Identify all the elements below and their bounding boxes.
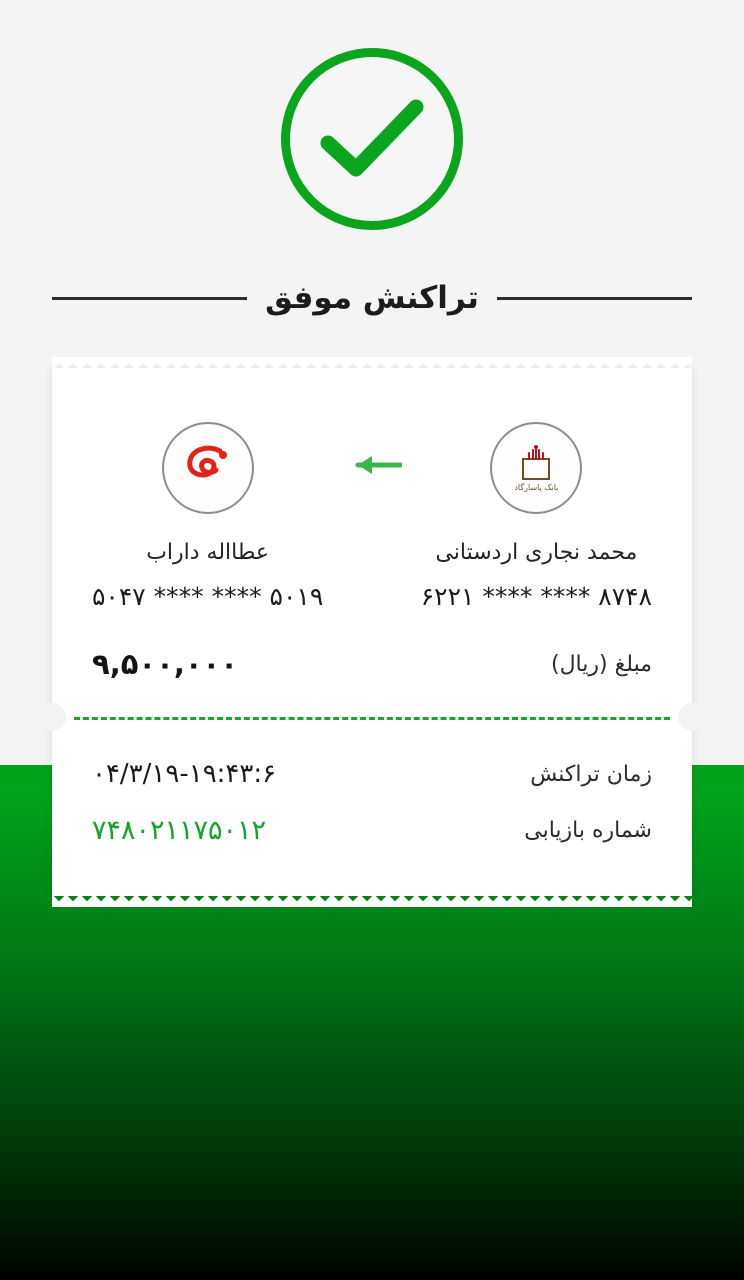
pasargad-bank-logo-icon — [500, 432, 572, 504]
party-source — [421, 422, 652, 611]
transfer-direction — [323, 422, 420, 482]
destination-name: عطااله داراب — [146, 540, 270, 565]
status-title-row — [0, 280, 744, 316]
reference-number-label: شماره بازیابی — [524, 818, 652, 843]
notch-right — [678, 703, 706, 731]
check-circle — [281, 48, 463, 230]
transfer-parties — [92, 422, 652, 611]
check-circle-icon — [320, 99, 424, 179]
source-card-number: ۶۲۲۱ **** **** ۸۷۴۸ — [420, 582, 652, 611]
status-illustration — [0, 0, 744, 230]
amount-label: مبلغ (ریال) — [550, 651, 652, 677]
transaction-time-row — [92, 759, 652, 789]
pasargad-logo-caption: بانک پاسارگاد — [514, 482, 559, 492]
reference-number-row — [92, 815, 652, 846]
page-title: تراکنش موفق — [265, 280, 479, 316]
destination-card-number: ۵۰۴۷ **** **** ۵۰۱۹ — [92, 582, 324, 611]
reference-number-value[interactable]: ۷۴۸۰۲۱۱۷۵۰۱۲ — [92, 815, 267, 846]
arrow-left-icon — [342, 452, 402, 482]
receipt-bottom-edge — [52, 896, 692, 907]
party-destination — [92, 422, 323, 611]
saman-bank-logo-icon — [179, 439, 237, 497]
receipt-lower-section — [52, 719, 692, 896]
amount-row — [92, 647, 652, 717]
transaction-receipt — [52, 368, 692, 896]
source-name: محمد نجاری اردستانی — [435, 540, 638, 565]
transaction-time-value: ۰۴/۳/۱۹-۱۹:۴۳:۶ — [92, 759, 277, 789]
notch-left — [38, 703, 66, 731]
dashed-line — [74, 717, 670, 720]
receipt-top-edge — [52, 357, 692, 368]
avatar — [162, 422, 254, 514]
amount-value: ۹,۵۰۰,۰۰۰ — [92, 647, 238, 681]
title-rule-right — [497, 297, 692, 300]
title-rule-left — [52, 297, 247, 300]
avatar — [490, 422, 582, 514]
transaction-time-label: زمان تراکنش — [530, 761, 652, 787]
receipt-upper-section — [52, 368, 692, 717]
receipt-separator — [52, 717, 692, 719]
